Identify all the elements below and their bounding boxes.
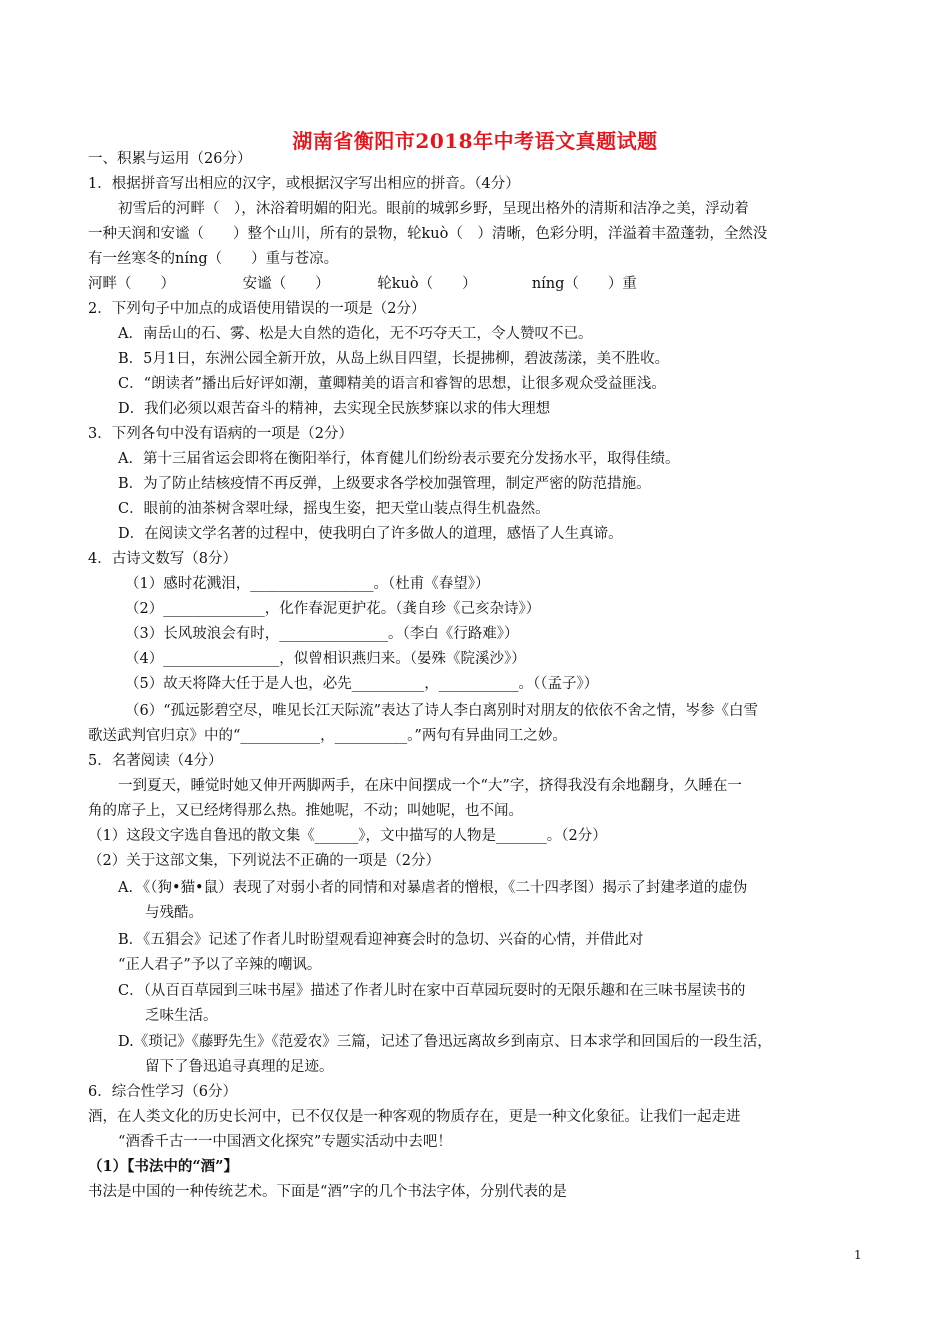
sub-question: （1）【书法中的“酒”】 bbox=[88, 1158, 239, 1175]
option: D．在阅读文学名著的过程中，使我明白了许多做人的道理，感悟了人生真谛。 bbox=[118, 526, 623, 542]
option: A．第十三届省运会即将在衡阳举行，体育健儿们纷纷表示要充分发扬水平，取得佳绩。 bbox=[118, 451, 680, 467]
q1-text-line: 初雪后的河畔（ ），沐浴着明媚的阳光。眼前的城郭乡野，呈现出格外的清斯和洁净之美，浮动着 bbox=[118, 201, 749, 217]
option: C．（从百百草园到三味书屋》描述了作者儿时在家中百草园玩耍时的无限乐趣和在三味书屋读书的 bbox=[118, 983, 746, 999]
q6-text-line: “酒香千古一一中国酒文化探究”专题实活动中去吧！ bbox=[118, 1134, 452, 1150]
poem-item: （2）______________，化作春泥更护花。（龚自珍《己亥杂诗》） bbox=[125, 601, 541, 617]
option: “正人君子”予以了辛辣的嘲讽。 bbox=[118, 957, 322, 973]
poem-item: （1）感时花溅泪，_________________。（杜甫《春望》） bbox=[125, 576, 490, 592]
option: D.《琐记》《藤野先生》《范爱农》三篇，记述了鲁迅远离故乡到南京、日本求学和回国后的一段生活， bbox=[118, 1034, 772, 1050]
option: D．我们必须以艰苦奋斗的精神，去实现全民族梦寐以求的伟大理想 bbox=[118, 401, 551, 417]
q6-text-line: 酒，在人类文化的历史长河中，已不仅仅是一种客观的物质存在，更是一种文化象征。让我们一起走进 bbox=[88, 1109, 741, 1125]
option: B．《五猖会》记述了作者儿时盼望观看迎神赛会时的急切、兴奋的心情，并借此对 bbox=[118, 932, 644, 948]
option: C．眼前的油茶树含翠吐绿，摇曳生姿，把天堂山装点得生机盎然。 bbox=[118, 501, 550, 517]
sub-question: （2）关于这部文集，下列说法不正确的一项是（2分） bbox=[88, 853, 440, 869]
option: 留下了鲁迅追寻真理的足迹。 bbox=[145, 1059, 334, 1075]
question-4: 4．古诗文数写（8分） bbox=[88, 551, 237, 567]
question-5: 5．名著阅读（4分） bbox=[88, 753, 223, 769]
fill-blank: 轮kuò（ ） bbox=[377, 276, 477, 292]
option: A．《（狗•猫•鼠）表现了对弱小者的同情和对暴虐者的憎根，《二十四孝图）揭示了封建孝道的虚伪 bbox=[118, 880, 748, 896]
poem-item: （3）长风玻浪会有时，_______________。（李白《行路难》） bbox=[125, 626, 519, 642]
fill-blank: níng（ ）重 bbox=[531, 276, 637, 292]
question-2: 2．下列句子中加点的成语使用错误的一项是（2分） bbox=[88, 301, 426, 317]
option: B．为了防止结核疫情不再反弹，上级要求各学校加强管理，制定严密的防范措施。 bbox=[118, 476, 651, 492]
reading-passage: 一到夏天，睡觉时她又伸开两脚两手，在床中间摆成一个“大”字，挤得我没有余地翻身，久睡在一 bbox=[118, 778, 742, 794]
q6-text-line: 书法是中国的一种传统艺术。下面是“酒”字的几个书法字体，分别代表的是 bbox=[88, 1184, 567, 1200]
option: C．“朗读者”播出后好评如潮，董卿精美的语言和睿智的思想，让很多观众受益匪浅。 bbox=[118, 376, 666, 392]
q1-text-line: 有一丝寒冬的níng（ ）重与苍凉。 bbox=[88, 251, 339, 267]
sub-question: （1）这段文字选自鲁迅的散文集《______》，文中描写的人物是_______。（2分） bbox=[88, 828, 607, 844]
q1-fill-row bbox=[88, 273, 868, 297]
option: A．南岳山的石、雾、松是大自然的造化，无不巧夺天工，令人赞叹不已。 bbox=[118, 326, 593, 342]
option: 乏味生活。 bbox=[145, 1008, 218, 1024]
question-1: 1．根据拼音写出相应的汉字，或根据汉字写出相应的拼音。（4分） bbox=[88, 176, 520, 192]
fill-blank: 安谧（ ） bbox=[242, 276, 330, 292]
question-6: 6．综合性学习（6分） bbox=[88, 1084, 237, 1100]
poem-item: （6）“孤远影碧空尽，唯见长江天际流”表达了诗人李白离别时对朋友的依依不舍之情，岑参《白雪 bbox=[125, 703, 759, 719]
reading-passage: 角的席子上，又已经烤得那么热。推她呢，不动；叫她呢，也不闻。 bbox=[88, 803, 523, 819]
page-number: 1 bbox=[854, 1248, 862, 1262]
page-title: 湖南省衡阳市2018年中考语文真题试题 bbox=[292, 129, 658, 153]
fill-blank: 河畔（ ） bbox=[88, 276, 175, 292]
option: 与残酷。 bbox=[145, 905, 203, 921]
q1-text-line: 一种天润和安谧（ ）整个山川，所有的景物，轮kuò（ ）清晰，色彩分明，洋溢着丰盈蓬勃，全然没 bbox=[88, 226, 768, 242]
poem-item: （4）________________，似曾相识燕归来。（晏殊《院溪沙》） bbox=[125, 651, 526, 667]
poem-item: （5）故天将降大任于是人也，必先__________，___________。（（孟子》） bbox=[125, 676, 599, 692]
question-3: 3．下列各句中没有语病的一项是（2分） bbox=[88, 426, 353, 442]
section-heading: 一、积累与运用（26分） bbox=[88, 151, 252, 167]
option: B．5月1日，东洲公园全新开放，从岛上纵目四望，长提拂柳，碧波荡漾，美不胜收。 bbox=[118, 351, 670, 367]
poem-item: 歌送武判官归京》中的“___________，__________。”两句有异曲同工之妙。 bbox=[88, 728, 567, 744]
